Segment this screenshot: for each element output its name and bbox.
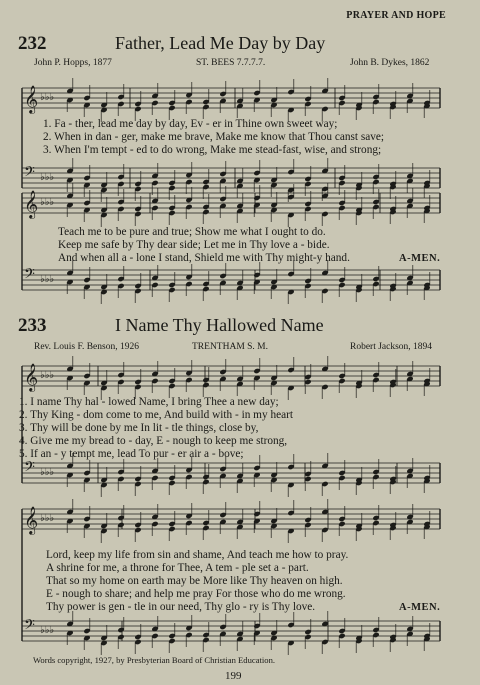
h233-s1-treble-clef: 𝄞 — [24, 363, 39, 391]
hymn-233-s1-line-5: 5. If an - y tempt me, lead To pur - er air a - bove; — [19, 448, 244, 460]
hymn-232-author: John P. Hopps, 1877 — [34, 58, 112, 68]
hymn-232-s2-line-2: Keep me safe by Thy dear side; Let me in Thy love a - bide. — [58, 239, 330, 251]
hymn-233-s2-line-5: Thy power is gen - tle in our need, Thy glo - ry is Thy love. — [46, 601, 316, 613]
h232-s1-treble-clef: 𝄞 — [24, 85, 39, 113]
hymn-232-s1-line-1: 1. Fa - ther, lead me day by day, Ev - er in Thine own sweet way; — [43, 118, 338, 130]
hymn-232-s2-line-1: Teach me to be pure and true; Show me what I ought to do. — [58, 226, 326, 238]
hymn-233-s1-line-2: 2. Thy King - dom come to me, And build with - in my heart — [19, 409, 294, 421]
hymn-233-s1-line-1: 1. I name Thy hal - lowed Name, I bring Thee a new day; — [19, 396, 279, 408]
hymn-233-s2-line-1: Lord, keep my life from sin and shame, And teach me how to pray. — [46, 549, 349, 561]
hymn-232-tune: ST. BEES 7.7.7.7. — [196, 58, 266, 68]
h232-s2-bass-key-signature: ♭♭♭ — [40, 274, 55, 285]
h232-s1-bass-key-signature: ♭♭♭ — [40, 172, 55, 183]
h233-s2-treble-clef: 𝄞 — [24, 506, 39, 534]
h233-s2-bass-key-signature: ♭♭♭ — [40, 625, 55, 636]
hymn-232-s1-line-3: 3. When I'm tempt - ed to do wrong, Make me stead-fast, wise, and strong; — [43, 144, 382, 156]
hymn-233-tune: TRENTHAM S. M. — [192, 342, 269, 352]
hymn-233-s1-line-4: 4. Give me my bread to - day, E - nough to keep me strong, — [19, 435, 288, 447]
h233-s1-treble-key-signature: ♭♭♭ — [40, 370, 55, 381]
hymn-233-s2-line-4: E - nough to share; and help me pray For those who do me wrong. — [46, 588, 346, 600]
hymn-233-title: I Name Thy Hallowed Name — [115, 315, 324, 335]
h232-s1-bass-clef: 𝄢 — [24, 164, 35, 184]
hymn-233-author: Rev. Louis F. Benson, 1926 — [34, 342, 139, 352]
hymn-233-s2-line-3: That so my home on earth may be More like Thy heaven on high. — [46, 575, 343, 587]
h233-s1-bass-key-signature: ♭♭♭ — [40, 467, 55, 478]
hymn-232-number: 232 — [18, 33, 47, 54]
hymn-233-number: 233 — [18, 315, 47, 336]
hymn-232-title: Father, Lead Me Day by Day — [115, 33, 326, 53]
h232-s1-treble-key-signature: ♭♭♭ — [40, 92, 55, 103]
h232-s2-bass-clef: 𝄢 — [24, 266, 35, 286]
section-header: PRAYER AND HOPE — [346, 10, 446, 21]
page-number: 199 — [225, 670, 242, 682]
hymn-233-composer: Robert Jackson, 1894 — [350, 342, 433, 352]
hymn-232-amen: A-MEN. — [399, 253, 441, 264]
hymn-233-s1-line-3: 3. Thy will be done by me In lit - tle things, close by, — [19, 422, 259, 434]
hymn-233-amen: A-MEN. — [399, 602, 441, 613]
h232-s2-treble-clef: 𝄞 — [24, 190, 39, 218]
h232-s2-treble-key-signature: ♭♭♭ — [40, 197, 55, 208]
h233-s2-treble-key-signature: ♭♭♭ — [40, 513, 55, 524]
h233-s2-bass-clef: 𝄢 — [24, 617, 35, 637]
hymn-232-s2-line-3: And when all a - lone I stand, Shield me with Thy might-y hand. — [58, 252, 350, 264]
hymn-233-s2-line-2: A shrine for me, a throne for Thee, A tem - ple set a - part. — [46, 562, 309, 574]
h233-s1-bass-clef: 𝄢 — [24, 459, 35, 479]
copyright-footer: Words copyright, 1927, by Presbyterian Board of Christian Education. — [33, 655, 276, 665]
hymn-232-composer: John B. Dykes, 1862 — [350, 58, 430, 68]
hymn-232-s1-line-2: 2. When in dan - ger, make me brave, Make me know that Thou canst save; — [43, 131, 385, 143]
